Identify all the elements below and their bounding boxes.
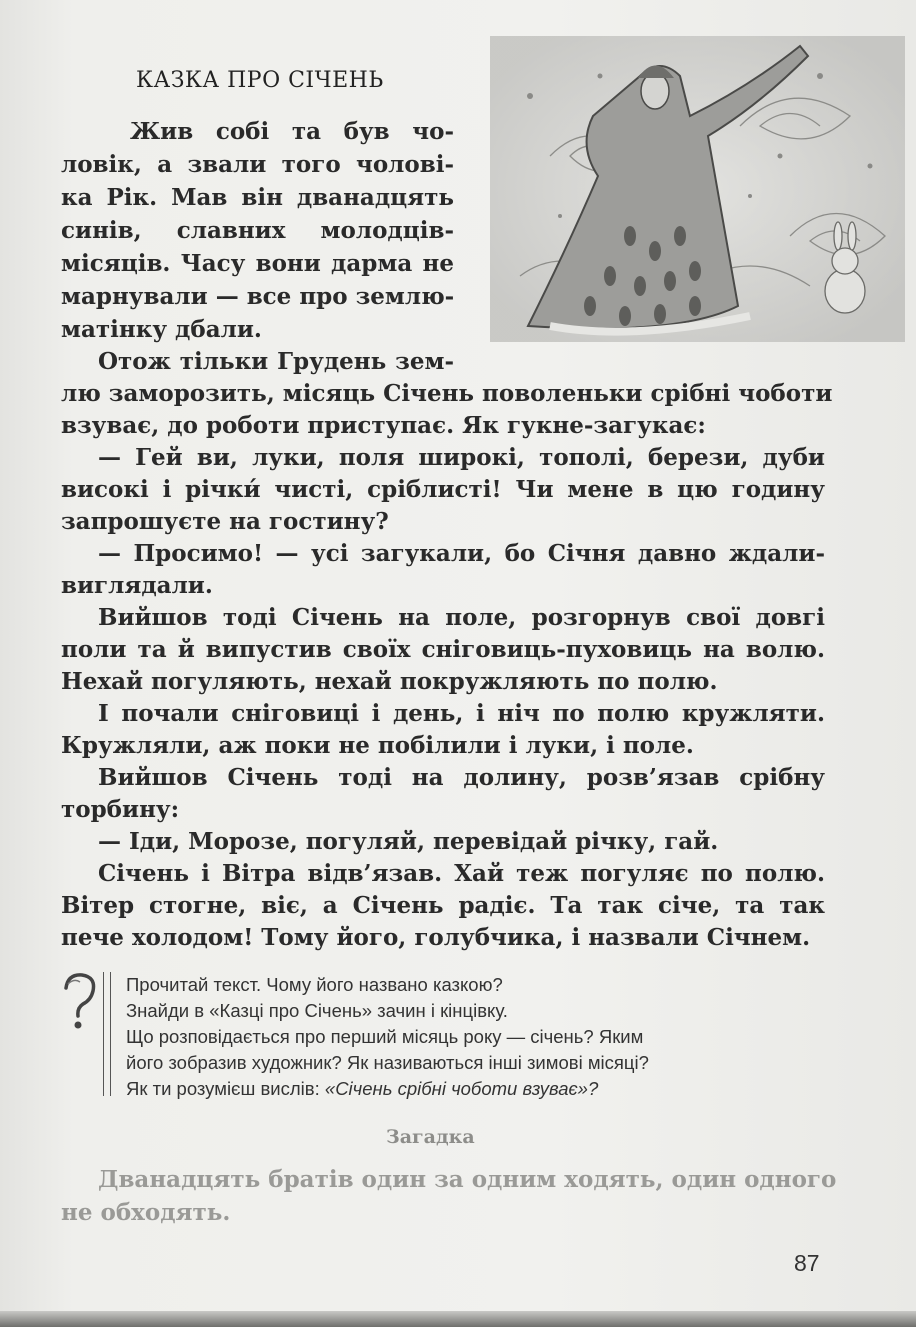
question-line: його зобразив художник? Як називаються інші зимові місяці? bbox=[126, 1052, 649, 1073]
story-line: ка Рік. Мав він дванадцять bbox=[61, 184, 454, 211]
question-mark-icon bbox=[58, 972, 98, 1032]
story-line: торбину: bbox=[61, 796, 180, 823]
story-title: КАЗКА ПРО СІЧЕНЬ bbox=[136, 68, 384, 93]
story-line: Отож тільки Грудень зем- bbox=[98, 348, 454, 375]
story-line: Вітер стогне, віє, а Січень радіє. Та так січе, та так bbox=[61, 892, 825, 919]
story-line: — Просимо! — усі загукали, бо Січня давно ждали- bbox=[98, 540, 825, 567]
story-line: — Гей ви, луки, поля широкі, тополі, берези, дуби bbox=[98, 444, 825, 471]
question-line: Прочитай текст. Чому його названо казкою? bbox=[126, 974, 503, 995]
story-line: Нехай погуляють, нехай покружляють по полю. bbox=[61, 668, 718, 695]
story-line: місяців. Часу вони дарма не bbox=[61, 250, 454, 277]
question-line: Що розповідається про перший місяць року — січень? Яким bbox=[126, 1026, 644, 1047]
question-line-last bbox=[126, 1078, 598, 1100]
story-line: І почали сніговиці і день, і ніч по полю кружляти. bbox=[98, 700, 825, 727]
story-line: — Іди, Морозе, погуляй, перевідай річку, гай. bbox=[98, 828, 719, 855]
story-line: виглядали. bbox=[61, 572, 213, 599]
riddle-title: Загадка bbox=[386, 1126, 475, 1148]
story-line: лю заморозить, місяць Січень поволеньки срібні чоботи bbox=[61, 380, 833, 407]
story-line: Вийшов Січень тоді на долину, розв’язав срібну bbox=[98, 764, 825, 791]
story-line: Жив собі та був чо- bbox=[130, 118, 454, 145]
story-line: синів, славних молодців- bbox=[61, 217, 454, 244]
story-line: матінку дбали. bbox=[61, 316, 262, 343]
story-line: взуває, до роботи приступає. Як гукне-загукає: bbox=[61, 412, 706, 439]
page-bottom-edge bbox=[0, 1311, 916, 1327]
story-line: Вийшов тоді Січень на поле, розгорнув свої довгі bbox=[98, 604, 825, 631]
questions-divider bbox=[103, 972, 111, 1096]
story-line: ловік, а звали того чолові- bbox=[61, 151, 454, 178]
question-line: Знайди в «Казці про Січень» зачин і кінцівку. bbox=[126, 1000, 508, 1021]
illustration-january-figure bbox=[490, 36, 905, 342]
riddle-line: Дванадцять братів один за одним ходять, один одного bbox=[98, 1166, 837, 1193]
story-line: Кружляли, аж поки не побілили і луки, і поле. bbox=[61, 732, 694, 759]
story-line: марнували — все про землю- bbox=[61, 283, 455, 310]
story-line: пече холодом! Тому його, голубчика, і назвали Січнем. bbox=[61, 924, 811, 951]
riddle-line: не обходять. bbox=[61, 1199, 231, 1226]
story-line: запрошуєте на гостину? bbox=[61, 508, 389, 535]
story-line: високі і річки́ чисті, сріблисті! Чи мене в цю годину bbox=[61, 476, 825, 503]
story-line: поли та й випустив своїх сніговиць-пуховиць на волю. bbox=[61, 636, 825, 663]
question-prefix: Як ти розумієш вислів: bbox=[126, 1078, 325, 1099]
story-line: Січень і Вітра відв’язав. Хай теж погуляє по полю. bbox=[98, 860, 825, 887]
question-quote: «Січень срібні чоботи взуває»? bbox=[324, 1078, 599, 1099]
page-number: 87 bbox=[794, 1250, 820, 1276]
